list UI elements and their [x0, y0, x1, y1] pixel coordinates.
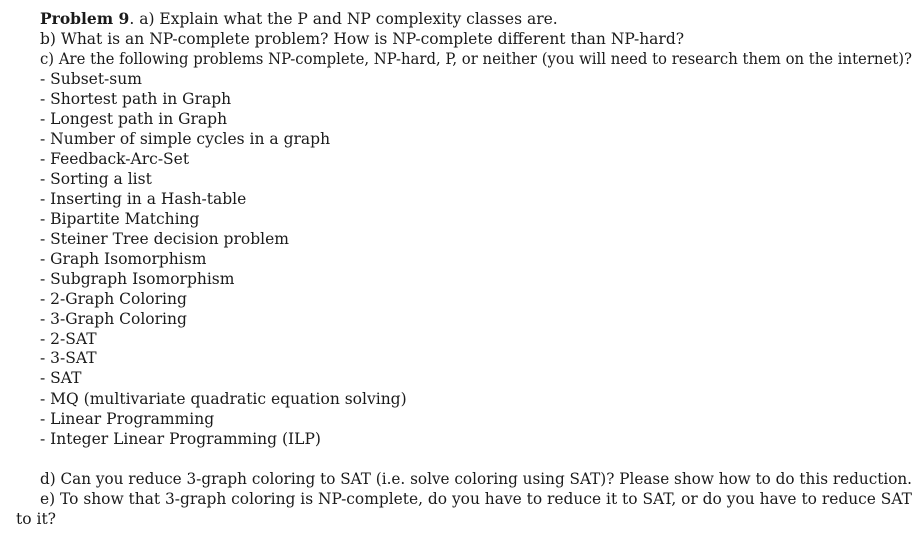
list-item: - Subgraph Isomorphism — [40, 270, 235, 288]
list-item: - Bipartite Matching — [40, 210, 200, 228]
list-item: - Feedback-Arc-Set — [40, 150, 190, 168]
list-item: - Longest path in Graph — [40, 110, 228, 128]
part-a-text: . a) Explain what the P and NP complexity classes are. — [129, 10, 558, 28]
list-item: - Sorting a list — [40, 170, 152, 188]
list-item: - Shortest path in Graph — [40, 90, 232, 108]
list-item: - SAT — [40, 369, 82, 387]
part-c-text: c) Are the following problems NP-complete, NP-hard, P, or neither (you will need to research them on the internet)? — [40, 50, 912, 68]
list-item: - 3-Graph Coloring — [40, 310, 187, 328]
part-d-text: d) Can you reduce 3-graph coloring to SAT (i.e. solve coloring using SAT)? Please show how to do this reduction. — [40, 470, 913, 488]
problem-label: Problem 9 — [40, 9, 130, 28]
problem-heading-line — [40, 9, 558, 29]
list-item: - Inserting in a Hash-table — [40, 190, 247, 208]
list-item: - 2-Graph Coloring — [40, 290, 187, 308]
list-item: - 3-SAT — [40, 349, 97, 367]
list-item: - Number of simple cycles in a graph — [40, 130, 331, 148]
part-e-text-line-1: e) To show that 3-graph coloring is NP-complete, do you have to reduce it to SAT, or do you have to reduce SAT — [40, 490, 912, 508]
part-b-text: b) What is an NP-complete problem? How is NP-complete different than NP-hard? — [40, 30, 685, 48]
list-item: - MQ (multivariate quadratic equation solving) — [40, 390, 407, 408]
list-item: - Subset-sum — [40, 70, 142, 88]
list-item: - Integer Linear Programming (ILP) — [40, 430, 321, 448]
list-item: - Graph Isomorphism — [40, 250, 207, 268]
part-e-text-line-2: to it? — [16, 510, 56, 528]
list-item: - 2-SAT — [40, 330, 97, 348]
list-item: - Steiner Tree decision problem — [40, 230, 289, 248]
list-item: - Linear Programming — [40, 410, 215, 428]
